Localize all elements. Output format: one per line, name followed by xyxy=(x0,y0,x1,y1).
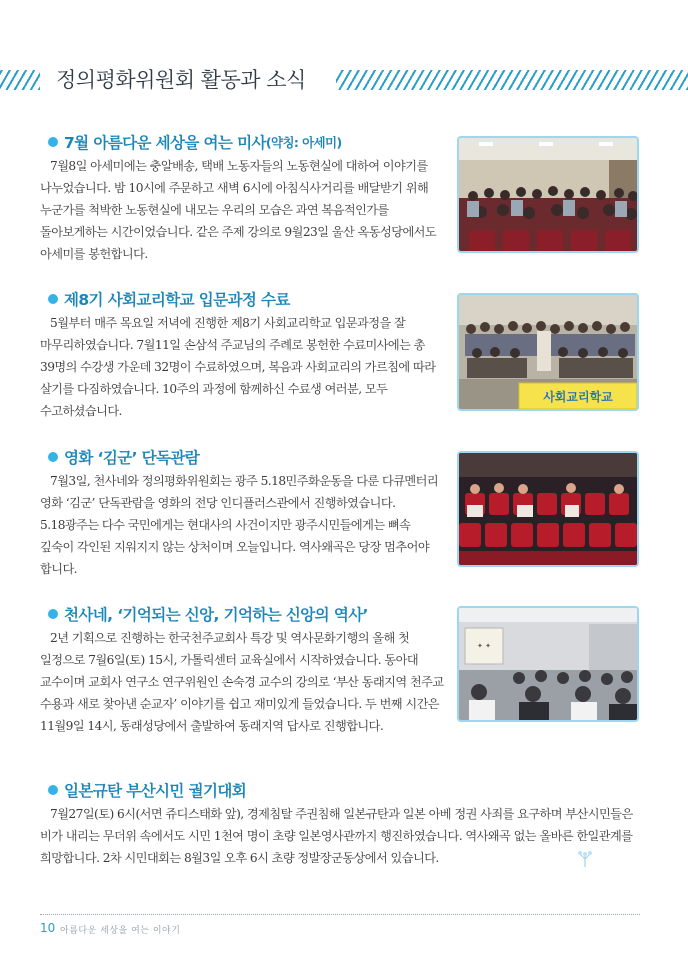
footer-divider xyxy=(40,914,640,915)
section-body: 2년 기획으로 진행하는 한국천주교회사 특강 및 역사문화기행의 올해 첫 일정으로 7월6일(토) 15시, 가톨릭센터 교육실에서 시작하였습니다. 동아대 교수이며 교회사 연구소 연구위원인 손숙경 교수의 강의로 ‘부산 동래지역 천주교 수용과 새로 찾아낸 순교자’ 이야기를 쉽고 재미있게 들었습니다. 두 번째 시간은 11월9일 14시, 동래성당에서 출발하여 동래지역 답사로 진행합니다. xyxy=(40,631,444,733)
svg-text:✦ ✦: ✦ ✦ xyxy=(477,642,491,650)
page-number: 10 xyxy=(40,921,56,935)
footer-text: 아름다운 세상을 여는 이야기 xyxy=(60,926,181,936)
section-title-sub: (약칭: 아세미) xyxy=(265,135,342,150)
section-social-doctrine-school xyxy=(40,288,438,422)
section-title-text: 천사네, ‘기억되는 신앙, 기억하는 신앙의 역사’ xyxy=(64,606,368,624)
section-body: 7월8일 아세미에는 충알배송, 택배 노동자들의 노동현실에 대하여 이야기를 나누었습니다. 밤 10시에 주문하고 새벽 6시에 아침식사거리를 배달받기 위해 누군가를 척박한 노동현실에 내모는 우리의 모습은 과연 복음적인가를 돌아보게하는 시간이었습니다. 같은 주제 강의로 9월23일 울산 옥동성당에서도 아세미를 봉헌합니다. xyxy=(40,159,437,261)
bullet-icon xyxy=(48,294,58,304)
section-title-text: 제8기 사회교리학교 입문과정 수료 xyxy=(64,291,290,309)
photo-graduation-image xyxy=(459,295,639,411)
section-body: 7월27일(토) 6시(서면 쥬디스태화 앞), 경제침탈 주권침해 일본규탄과 일본 아베 정권 사죄를 요구하며 부산시민들은 비가 내리는 무더위 속에서도 시민 1천여 명이 초량 일본영사관까지 행진하였습니다. 역사왜곡 없는 올바른 한일관계를 희망합니다. 2차 시민대회는 8월3일 오후 6시 초량 정발장군동상에서 있습니다. xyxy=(40,807,633,865)
photo-cinema-image xyxy=(459,453,639,567)
section-citizens-rally xyxy=(40,779,642,869)
photo-lecture xyxy=(457,606,639,722)
bullet-icon xyxy=(48,609,58,619)
bullet-icon xyxy=(48,452,58,462)
section-title-text: 일본규탄 부산시민 궐기대회 xyxy=(64,782,247,800)
tree-icon xyxy=(576,850,594,868)
section-body: 7월3일, 천사네와 정의평화위원회는 광주 5.18민주화운동을 다룬 다큐멘터리 영화 ‘김군’ 단독관람을 영화의 전당 인디플러스관에서 진행하였습니다. 5.18광주는 다수 국민에게는 현대사의 사건이지만 광주시민들에게는 뼈속 깊숙이 각인된 지워지지 않는 상처이며 오늘입니다. 역사왜곡은 당장 멈추어야 합니다. xyxy=(40,474,439,576)
section-title-text: 7월 아름다운 세상을 여는 미사 xyxy=(64,134,266,152)
section-title xyxy=(40,446,446,468)
bullet-icon xyxy=(48,785,58,795)
section-title-text: 영화 ‘김군’ 단독관람 xyxy=(64,449,200,467)
section-film-viewing xyxy=(40,446,446,580)
photo-asemi-image xyxy=(459,138,639,253)
header-hatch-right xyxy=(336,70,688,90)
section-title xyxy=(40,603,446,625)
page-title: 정의평화위원회 활동과 소식 xyxy=(56,68,306,92)
section-body: 5월부터 매주 목요일 저녁에 진행한 제8기 사회교리학교 입문과정을 잘 마무리하였습니다. 7월11일 손삼석 주교님의 주례로 봉헌한 수료미사에는 총 39명의 수강생 가운데 32명이 수료하였으며, 복음과 사회교리의 가르침에 따라 살기를 다짐하였습니다. 10주의 과정에 함께하신 수료생 여러분, 모두 수고하셨습니다. xyxy=(40,316,436,418)
photo-asemi-mass xyxy=(457,136,639,253)
header-hatch-left xyxy=(0,70,40,90)
bullet-icon xyxy=(48,137,58,147)
photo-graduation-group xyxy=(457,293,639,411)
photo-cinema xyxy=(457,451,639,567)
section-title xyxy=(40,131,446,153)
section-asemi xyxy=(40,131,446,265)
section-church-history xyxy=(40,603,446,737)
photo-lecture-image xyxy=(459,608,639,722)
section-title xyxy=(40,779,642,801)
banner-text: 사회교리학교 xyxy=(543,390,613,404)
page-header xyxy=(0,64,688,98)
section-title xyxy=(40,288,438,310)
